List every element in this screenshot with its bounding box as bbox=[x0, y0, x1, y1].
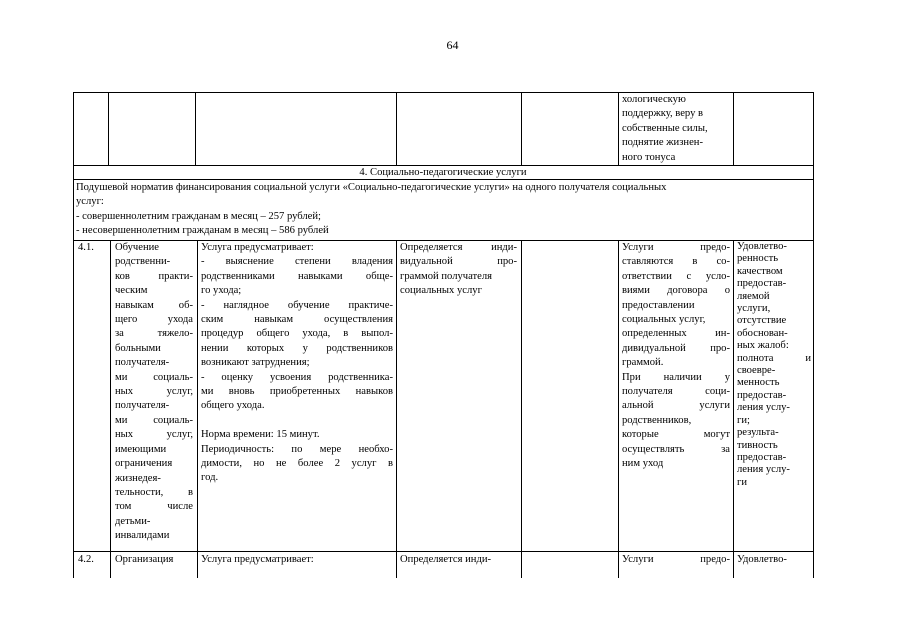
page-number: 64 bbox=[446, 38, 459, 52]
col-rule-5b bbox=[618, 240, 619, 578]
row-4-2-conditions: Услуги предо- bbox=[622, 554, 730, 565]
norm-paragraph: Подушевой норматив финансирования социальной услуги «Социально-педагогические услуги» на одного получателя социальных услуг: - совершеннолетним гражданам в месяц – 257 рублей; - несовершеннолетним гражданам в месяц – 586 рублей bbox=[76, 182, 667, 237]
col-rule-1 bbox=[108, 92, 109, 165]
col-rule-2 bbox=[195, 92, 196, 165]
row-4-1-content: Услуга предусматривает: - выяснение степени владения родственниками навыками обще- го ухода; - наглядное обучение практиче- ским навыкам осуществления процедур общего ухода, в выпол- нении которых у родственников возникают затруднения; - оценку усвоения родственника- ми вновь приобретенных навыков общего ухода. Норма времени: 15 минут. Периодичность: по мере необхо- димости, но не более 2 услуг в год. bbox=[201, 242, 393, 484]
row-4-2-name: Организация bbox=[115, 554, 174, 565]
row-4-1-name: Обучение родственни- ков практи- ческим навыкам об- щего ухода за тяжело- больными получателя- ми социаль- ных услуг, получателя- ми социаль- ных услуг, имеющими ограничения жизнедея- тельности, в том числе детьми- инвалидами bbox=[115, 242, 193, 542]
table-rule-left bbox=[73, 92, 74, 578]
col-rule-3 bbox=[396, 92, 397, 165]
col-rule-3b bbox=[396, 240, 397, 578]
row-4-1-quality: Удовлетво- ренность качеством предостав- ляемой услуги, отсутствие обоснован- ных жалоб: полнота и своевре- менность предостав- ления услу- ги; результа- тивность предостав- ления услу- ги bbox=[737, 241, 811, 488]
row-4-2-volume: Определяется инди- bbox=[400, 554, 492, 565]
col-rule-6 bbox=[733, 92, 734, 165]
row-4-2-number: 4.2. bbox=[78, 554, 94, 565]
row-4-1-volume: Определяется инди- видуальной про- граммой получателя социальных услуг bbox=[400, 242, 517, 297]
row-4-2-quality: Удовлетво- bbox=[737, 554, 787, 565]
top-row-col7-text: хологическую поддержку, веру в собственные силы, поднятие жизнен- ного тонуса bbox=[622, 94, 708, 163]
col-rule-4b bbox=[521, 240, 522, 578]
row-4-1-conditions: Услуги предо- ставляются в со- ответствии с усло- виями договора о предоставлении социальных услуг, определенных ин- дивидуальной про- граммой. При наличии у получателя соци- альной услуги родственников, которые могут осуществлять за ним уход bbox=[622, 242, 730, 470]
col-rule-5 bbox=[618, 92, 619, 165]
row-4-1-number: 4.1. bbox=[78, 242, 94, 253]
table-rule-right bbox=[813, 92, 814, 578]
row-4-2-content: Услуга предусматривает: bbox=[201, 554, 314, 565]
col-rule-4 bbox=[521, 92, 522, 165]
col-rule-6b bbox=[733, 240, 734, 578]
section-title: 4. Социально-педагогические услуги bbox=[359, 167, 527, 178]
col-rule-1b bbox=[110, 240, 111, 578]
table-rule-row-4-1-bottom bbox=[73, 551, 813, 552]
col-rule-2b bbox=[197, 240, 198, 578]
